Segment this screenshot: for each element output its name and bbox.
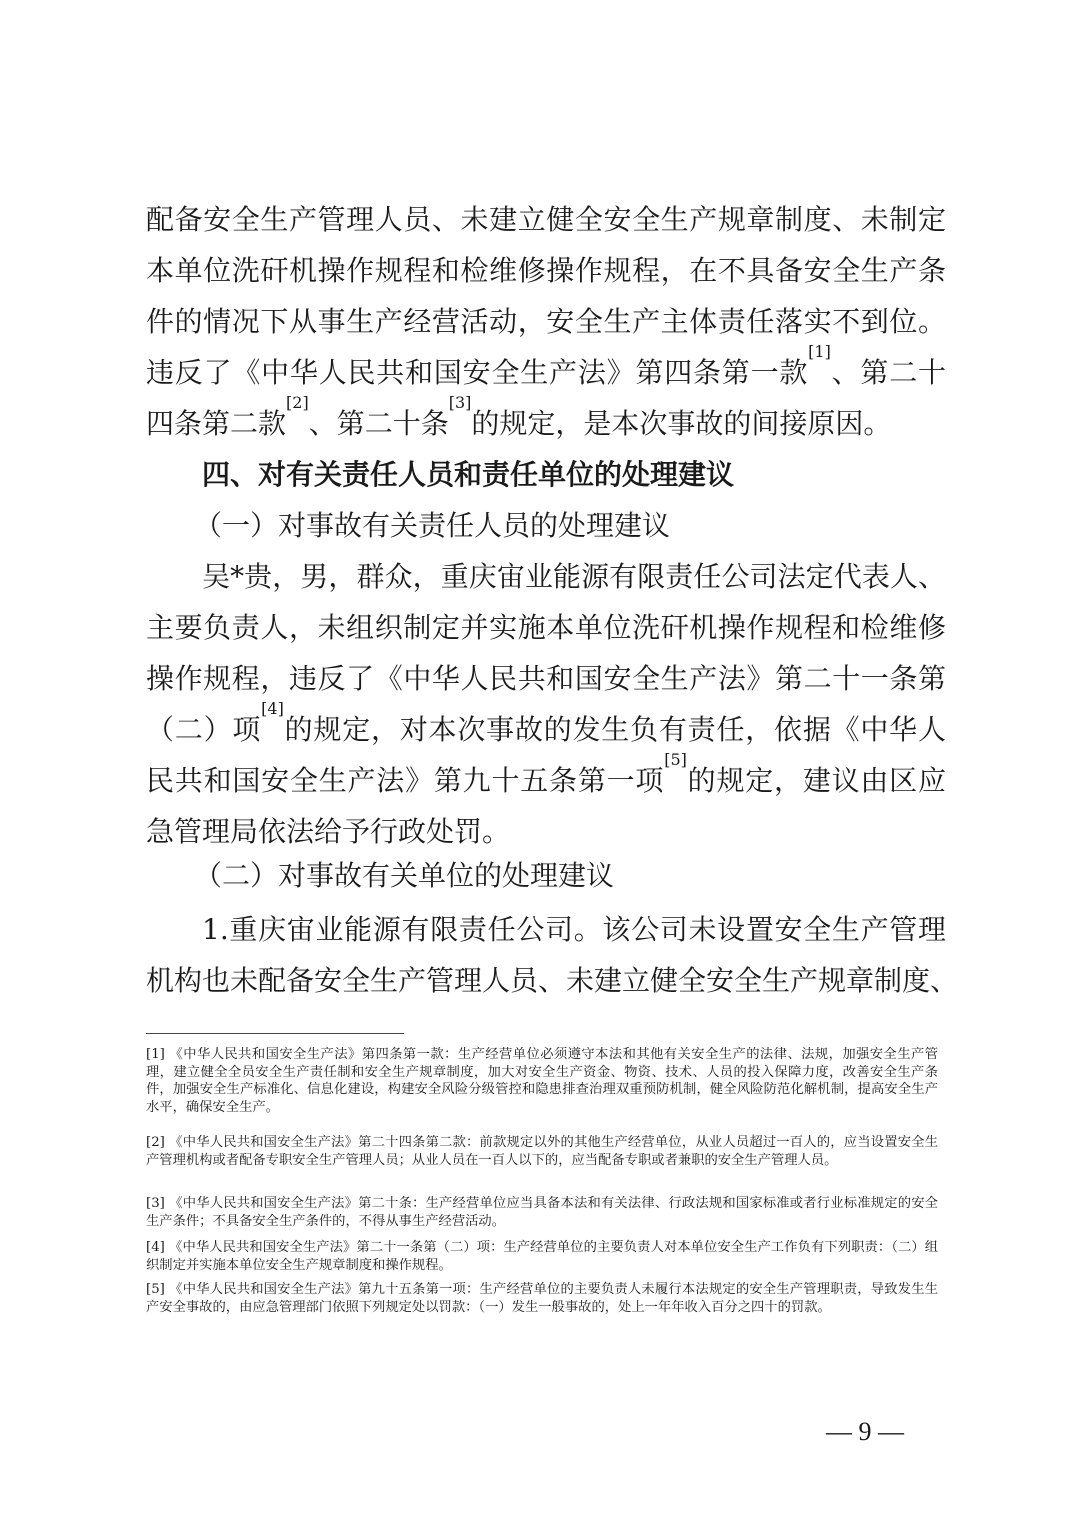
- footnote-ref-2[interactable]: [2]: [286, 393, 309, 412]
- footnote-5: [5] 《中华人民共和国安全生产法》第九十五条第一项：生产经营单位的主要负责人未履行本法规定的安全生产管理职责，导致发生生产安全事故的，由应急管理部门依照下列规定处以罚款：（一）发生一般事故的，处上一年年收入百分之四十的罚款。: [146, 1282, 938, 1315]
- footnote-ref-1[interactable]: [1]: [808, 342, 831, 361]
- footnote-ref-3[interactable]: [3]: [448, 393, 472, 412]
- footnote-ref-4[interactable]: [4]: [261, 699, 284, 718]
- person-line-3: 操作规程，违反了《中华人民共和国安全生产法》第二十一条第: [146, 662, 946, 695]
- body-line-4: [146, 342, 946, 391]
- body-line-5: [146, 393, 946, 442]
- body-line-1: 配备安全生产管理人员、未建立健全安全生产规章制度、未制定: [146, 203, 946, 236]
- person-line-6: 急管理局依法给予行政处罚。: [146, 815, 511, 848]
- body-line-5-a: 四条第二款: [146, 407, 287, 440]
- sub-heading-2: （二）对事故有关单位的处理建议: [194, 859, 615, 892]
- body-line-3: 件的情况下从事生产经营活动，安全生产主体责任落实不到位。: [146, 305, 946, 338]
- body-line-4-tail: 、第二十: [830, 356, 946, 389]
- body-line-2: 本单位洗矸机操作规程和检维修操作规程，在不具备安全生产条: [146, 254, 946, 287]
- person-line-4: [146, 699, 946, 748]
- body-line-4-text: 违反了《中华人民共和国安全生产法》第四条第一款: [146, 356, 809, 389]
- section-heading-4: 四、对有关责任人员和责任单位的处理建议: [202, 458, 735, 491]
- footnote-2: [2] 《中华人民共和国安全生产法》第二十四条第二款：前款规定以外的其他生产经营单位，从业人员超过一百人的，应当设置安全生产管理机构或者配备专职安全生产管理人员；从业人员在一百人以下的，应当配备专职或者兼职的安全生产管理人员。: [146, 1135, 938, 1168]
- footnote-4: [4] 《中华人民共和国安全生产法》第二十一条第（二）项：生产经营单位的主要负责人对本单位安全生产工作负有下列职责：（二）组织制定并实施本单位安全生产规章制度和操作规程。: [146, 1240, 938, 1273]
- company-line-1: 1.重庆宙业能源有限责任公司。该公司未设置安全生产管理: [202, 913, 946, 946]
- body-line-5-b: 、第二十条: [308, 407, 449, 440]
- page-number: — 9 —: [826, 1417, 904, 1446]
- person-line-5-a: 民共和国安全生产法》第九十五条第一项: [146, 764, 665, 797]
- person-line-2: 主要负责人，未组织制定并实施本单位洗矸机操作规程和检维修: [146, 611, 946, 644]
- sub-heading-1: （一）对事故有关责任人员的处理建议: [194, 509, 671, 542]
- footnote-3: [3] 《中华人民共和国安全生产法》第二十条：生产经营单位应当具备本法和有关法律、行政法规和国家标准或者行业标准规定的安全生产条件；不具备安全生产条件的，不得从事生产经营活动。: [146, 1196, 938, 1229]
- company-line-2: 机构也未配备安全生产管理人员、未建立健全安全生产规章制度、: [146, 964, 959, 997]
- footnote-ref-5[interactable]: [5]: [664, 750, 687, 769]
- person-line-5: [146, 750, 946, 799]
- footnote-1: [1] 《中华人民共和国安全生产法》第四条第一款：生产经营单位必须遵守本法和其他有关安全生产的法律、法规，加强安全生产管理，建立健全全员安全生产责任制和安全生产规章制度，加大对安全生产资金、物资、技术、人员的投入保障力度，改善安全生产条件，加强安全生产标准化、信息化建设，构建安全风险分级管控和隐患排查治理双重预防机制，健全风险防范化解机制，提高安全生产水平，确保安全生产。: [146, 1047, 938, 1115]
- person-line-4-a: （二）项: [146, 713, 262, 746]
- body-line-5-c: 的规定，是本次事故的间接原因。: [471, 407, 892, 440]
- footnote-separator: [146, 1033, 404, 1034]
- person-line-4-b: 的规定，对本次事故的发生负有责任，依据《中华人: [283, 713, 946, 746]
- person-line-1: 吴*贵，男，群众，重庆宙业能源有限责任公司法定代表人、: [202, 560, 946, 593]
- person-line-5-b: 的规定，建议由区应: [686, 764, 946, 797]
